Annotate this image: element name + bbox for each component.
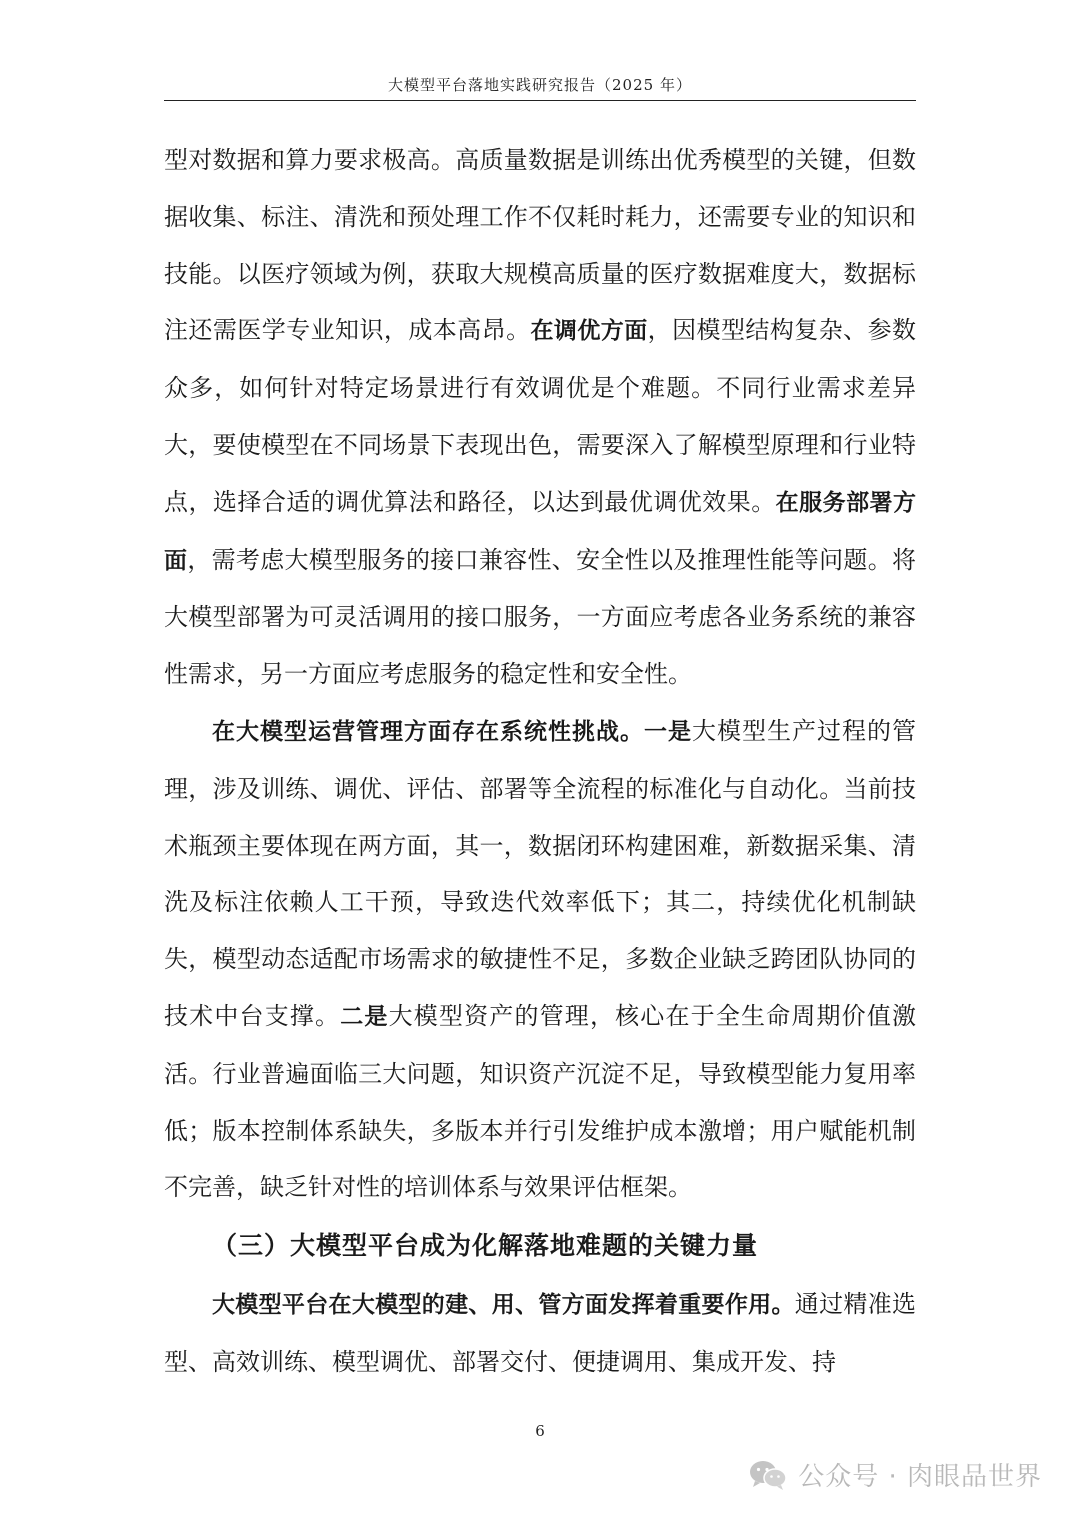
section-heading: （三）大模型平台成为化解落地难题的关键力量 [212,1231,759,1261]
header-rule [164,100,916,101]
bold-phrase-first: 一是 [644,718,692,745]
text-span: 大模型资产的管理，核心在于全生命周期价值激活。行业普遍面临三大问题，知识资产沉淀不足，导致模型能力复用率低；版本控制体系缺失，多版本并行引发维护成本激增；用户赋能机制不完善，缺乏针对性的培训体系与效果评估框架。 [164,1001,917,1202]
watermark-text: 公众号 · 肉眼品世界 [798,1462,1042,1492]
text-span: 通过精准选型、高效训练、模型调优、部署交付、便捷调用、集成开发、持 [164,1290,917,1376]
paragraph-3 [164,1276,916,1391]
text-span: ，需考虑大模型服务的接口兼容性、安全性以及推理性能等问题。将大模型部署为可灵活调用的接口服务，一方面应考虑各业务系统的兼容性需求，另一方面应考虑服务的稳定性和安全性。 [164,545,917,689]
page-header-title: 大模型平台落地实践研究报告（2025 年） [388,76,692,94]
paragraph-2 [164,703,916,1216]
watermark [748,1456,1042,1493]
bold-phrase-operations: 在大模型运营管理方面存在系统性挑战。 [212,718,644,745]
wechat-icon [748,1459,788,1491]
text-span: 大模型生产过程的管理，涉及训练、调优、评估、部署等全流程的标准化与自动化。当前技术瓶颈主要体现在两方面，其一，数据闭环构建困难，新数据采集、清洗及标注依赖人工干预，导致迭代效率低下；其二，持续优化机制缺失，模型动态适配市场需求的敏捷性不足，多数企业缺乏跨团队协同的技术中台支撑。 [164,716,916,1030]
bold-phrase-deployment: 在服务部署方面 [164,489,917,574]
document-body [164,132,916,1391]
text-span: 型对数据和算力要求极高。高质量数据是训练出优秀模型的关键，但数据收集、标注、清洗和预处理工作不仅耗时耗力，还需要专业的知识和技能。以医疗领域为例，获取大规模高质量的医疗数据难度大，数据标注还需医学专业知识，成本高昂。 [164,146,916,345]
bold-phrase-tuning: 在调优方面 [530,318,648,345]
page-number: 6 [535,1422,545,1440]
bold-phrase-second: 二是 [340,1003,389,1030]
bold-phrase-platform-role: 大模型平台在大模型的建、用、管方面发挥着重要作用。 [212,1292,795,1319]
text-span: ，因模型结构复杂、参数众多，如何针对特定场景进行有效调优是个难题。不同行业需求差异大，要使模型在不同场景下表现出色，需要深入了解模型原理和行业特点，选择合适的调优算法和路径，以达到最优调优效果。 [164,316,917,516]
paragraph-1 [164,132,916,703]
